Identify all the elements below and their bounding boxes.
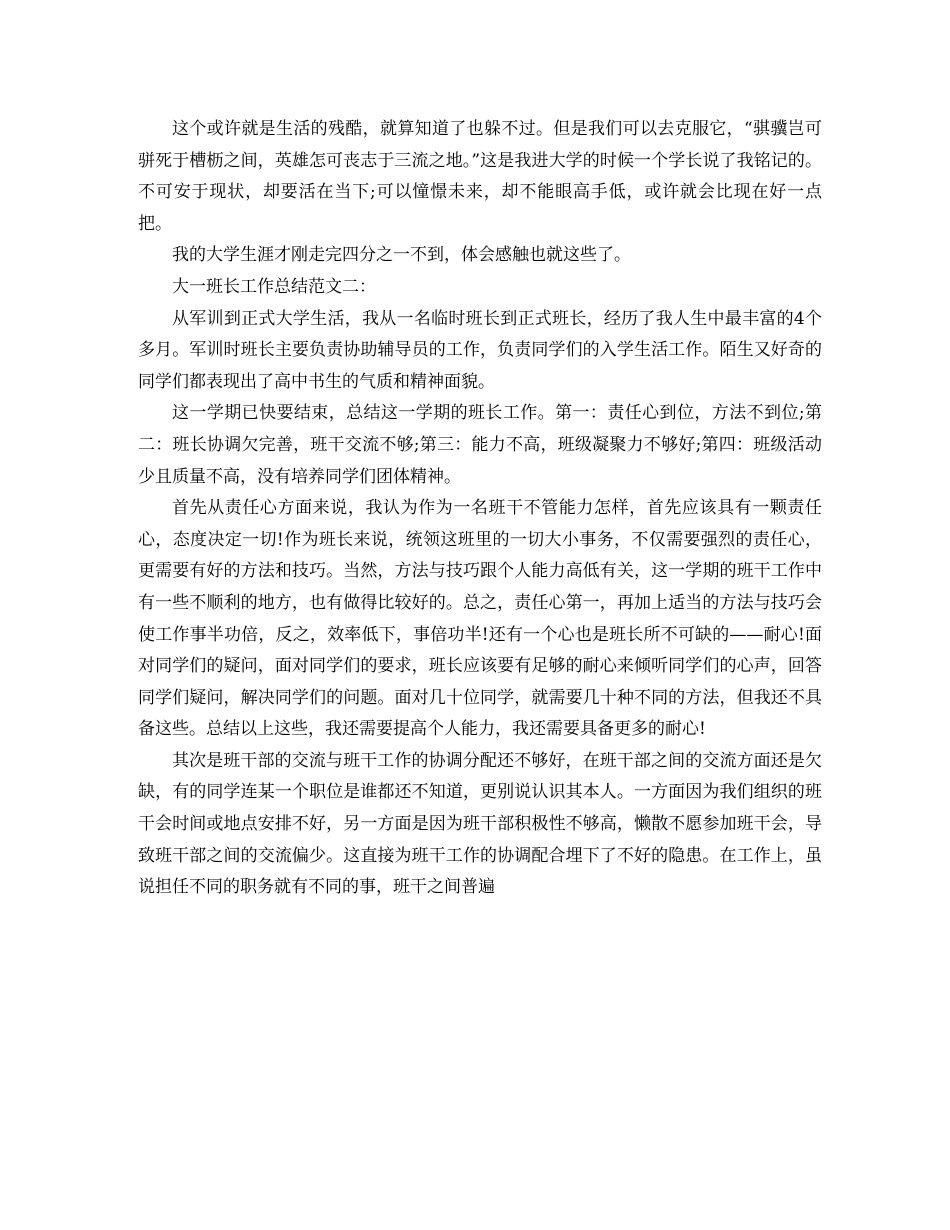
paragraph: 首先从责任心方面来说，我认为作为一名班干不管能力怎样，首先应该具有一颗责任心，态度决定一切!作为班长来说，统领这班里的一切大小事务，不仅需要强烈的责任心，更需要有好的方法和技巧。当然，方法与技巧跟个人能力高低有关，这一学期的班干工作中有一些不顺利的地方，也有做得比较好的。总之，责任心第一，再加上适当的方法与技巧会使工作事半功倍，反之，效率低下，事倍功半!还有一个心也是班长所不可缺的——耐心!面对同学们的疑问，面对同学们的要求，班长应该要有足够的耐心来倾听同学们的心声，回答同学们疑问，解决同学们的问题。面对几十位同学，就需要几十种不同的方法，但我还不具备这些。总结以上这些，我还需要提高个人能力，我还需要具备更多的耐心! xyxy=(138,498,822,740)
paragraph: 这一学期已快要结束，总结这一学期的班长工作。第一：责任心到位，方法不到位;第二：班长协调欠完善，班干交流不够;第三：能力不高，班级凝聚力不够好;第四：班级活动少且质量不高，没有培养同学们团体精神。 xyxy=(138,403,822,487)
document-body xyxy=(138,114,822,904)
paragraph: 这个或许就是生活的残酷，就算知道了也躲不过。但是我们可以去克服它，“骐骥岂可骈死于槽枥之间，英雄怎可丧志于三流之地。”这是我进大学的时候一个学长说了我铭记的。不可安于现状，却要活在当下;可以憧憬未来，却不能眼高手低，或许就会比现在好一点把。 xyxy=(138,119,822,234)
paragraph: 从军训到正式大学生活，我从一名临时班长到正式班长，经历了我人生中最丰富的4个多月。军训时班长主要负责协助辅导员的工作，负责同学们的入学生活工作。陌生又好奇的同学们都表现出了高中书生的气质和精神面貌。 xyxy=(138,308,822,392)
paragraph: 其次是班干部的交流与班干工作的协调分配还不够好，在班干部之间的交流方面还是欠缺，有的同学连某一个职位是谁都还不知道，更别说认识其本人。一方面因为我们组织的班干会时间或地点安排不好，另一方面是因为班干部积极性不够高，懒散不愿参加班干会，导致班干部之间的交流偏少。这直接为班干工作的协调配合埋下了不好的隐患。在工作上，虽说担任不同的职务就有不同的事，班干之间普遍 xyxy=(138,750,822,898)
section-heading: 大一班长工作总结范文二： xyxy=(172,276,376,297)
paragraph: 我的大学生涯才刚走完四分之一不到，体会感触也就这些了。 xyxy=(172,245,631,266)
